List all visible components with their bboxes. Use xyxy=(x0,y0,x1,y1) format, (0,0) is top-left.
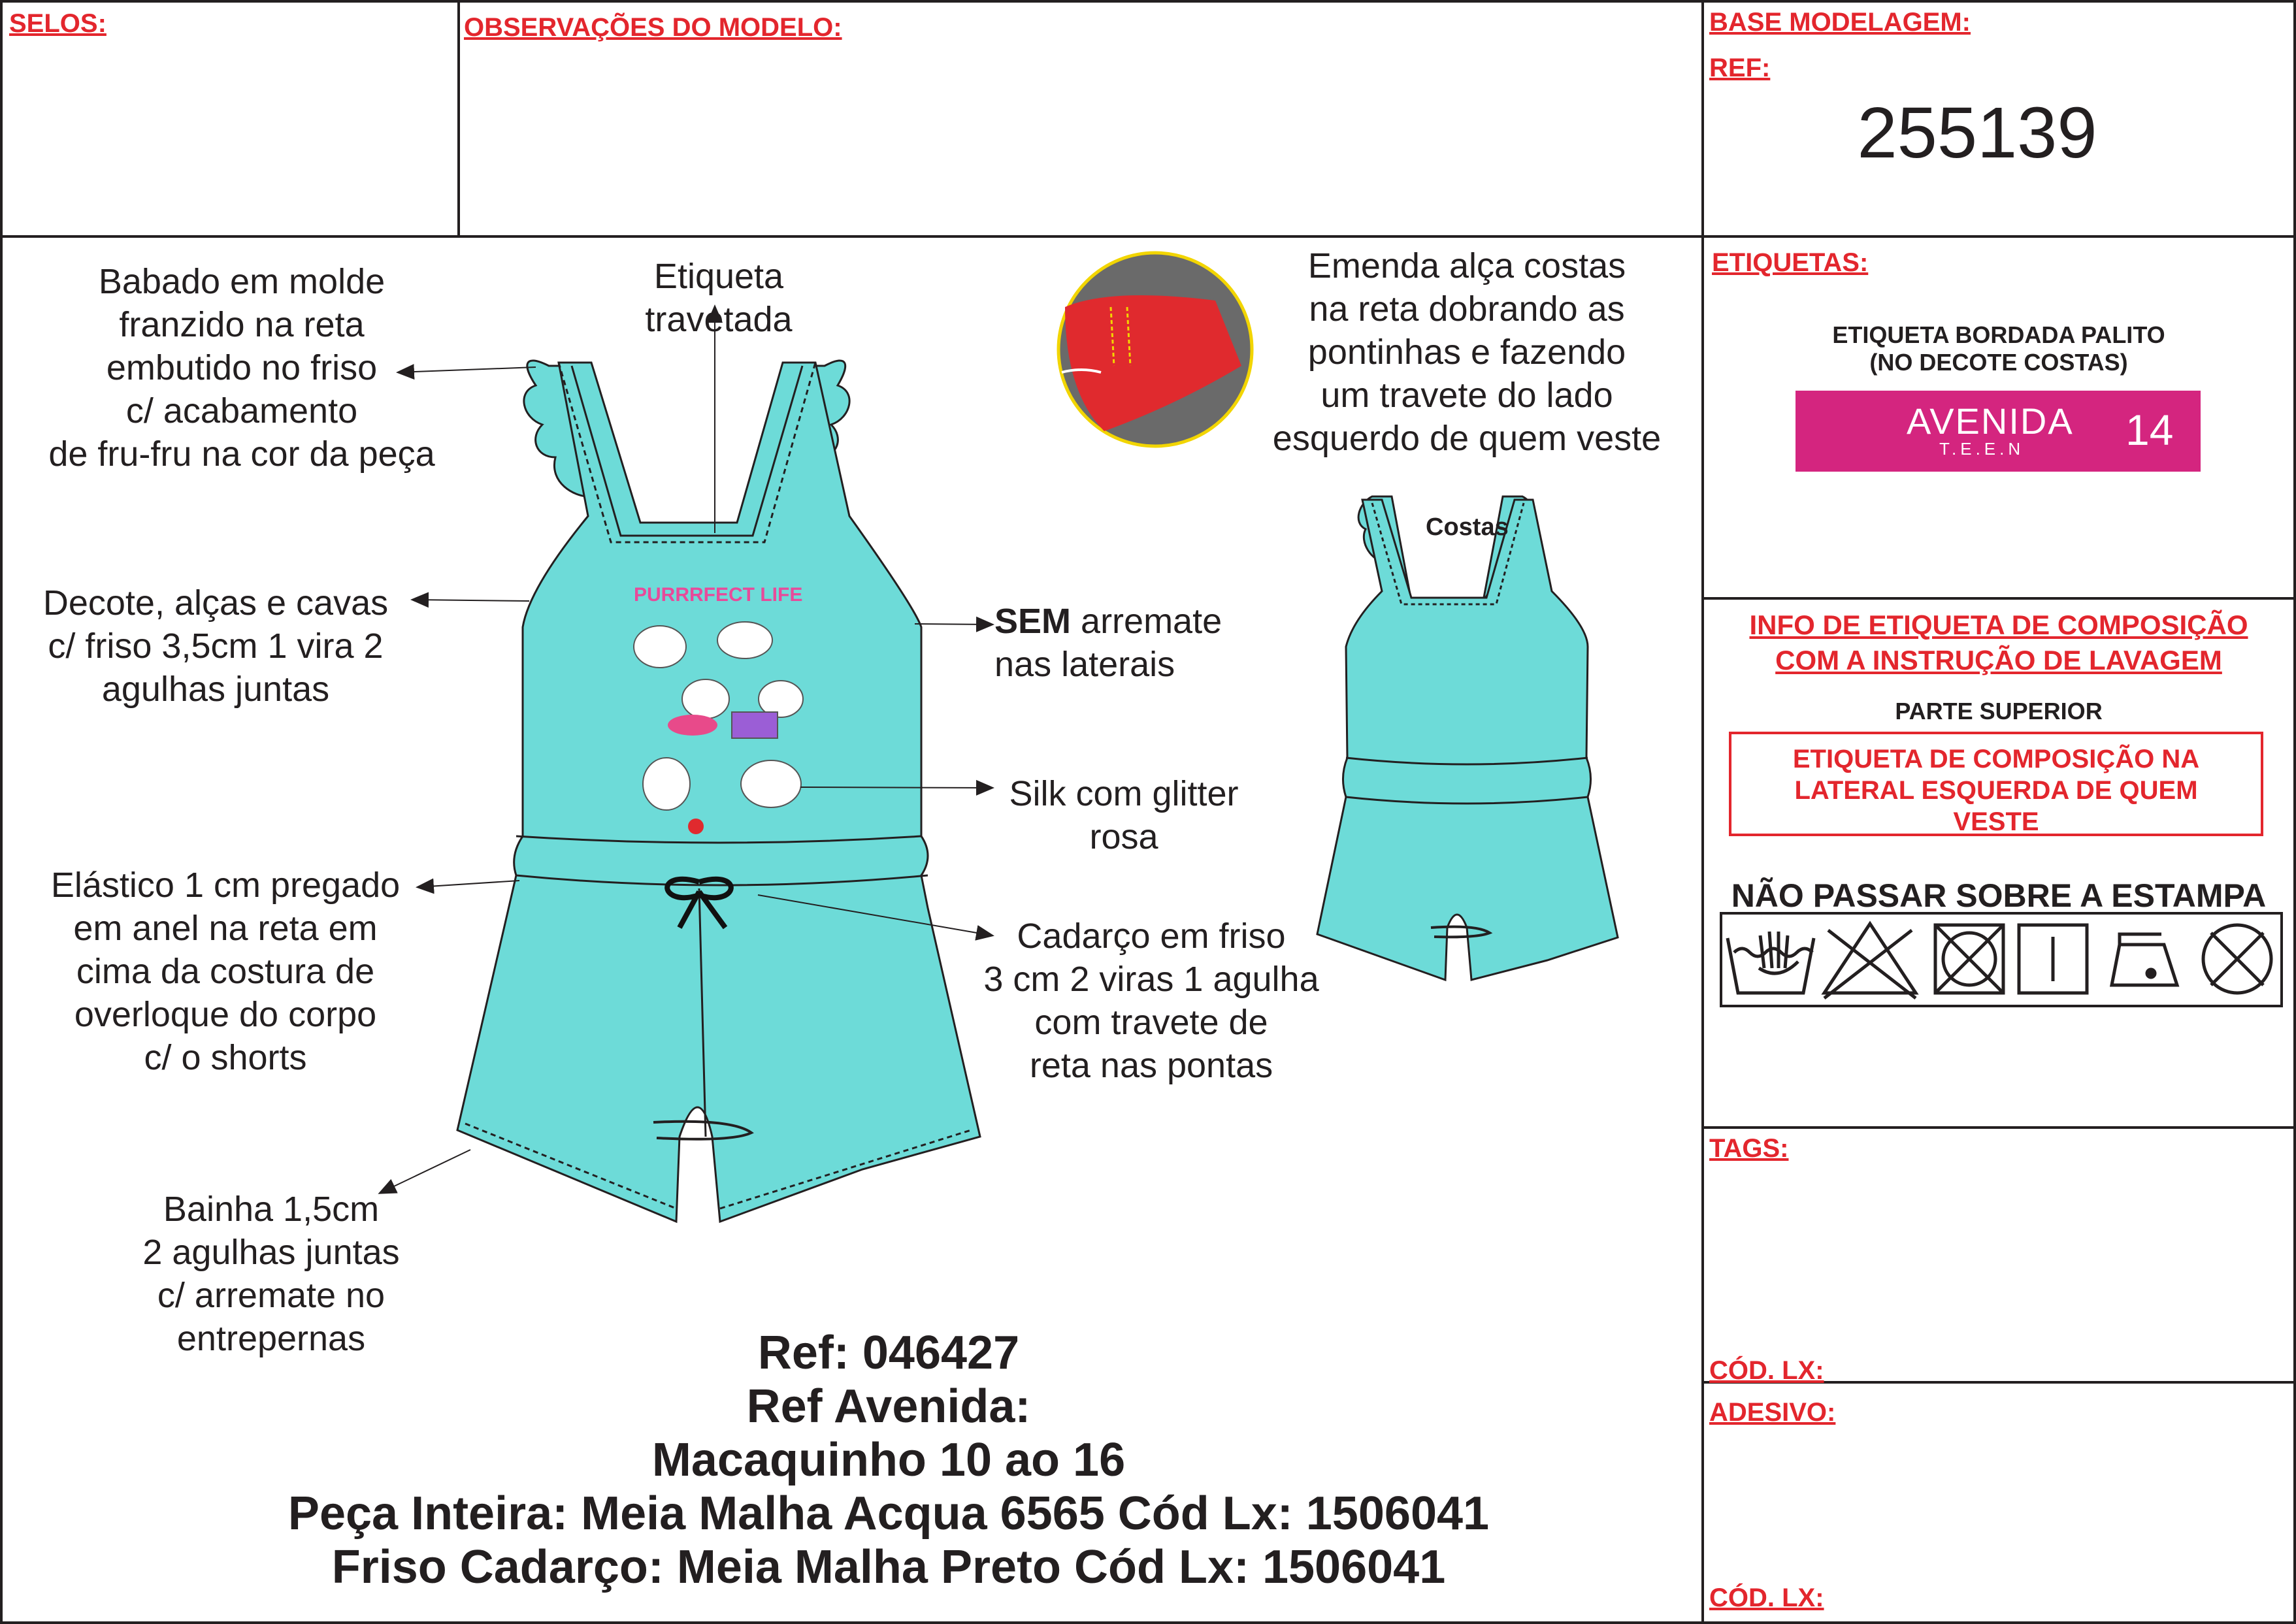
ref-value: 255139 xyxy=(1857,93,2097,173)
etiqueta-bordada-text xyxy=(1703,321,2295,376)
brand-sub: T.E.E.N xyxy=(1939,439,2025,459)
note-emenda-line: esquerdo de quem veste xyxy=(1272,419,1662,458)
note-emenda-line: pontinhas e fazendo xyxy=(1307,333,1626,372)
note-babado-line: c/ acabamento xyxy=(125,391,358,430)
parte-superior-label: PARTE SUPERIOR xyxy=(1895,698,2103,724)
note-emenda xyxy=(1255,244,1679,460)
info-line-2: COM A INSTRUÇÃO DE LAVAGEM xyxy=(1775,645,2222,675)
info-line-1: INFO DE ETIQUETA DE COMPOSIÇÃO xyxy=(1749,609,2248,640)
note-decote-line: Decote, alças e cavas xyxy=(42,583,389,623)
print-text: PURRRFECT LIFE xyxy=(634,584,803,606)
note-sem-bold: SEM xyxy=(994,602,1072,641)
note-elastico-line: em anel na reta em xyxy=(73,909,378,948)
composicao-line-2: LATERAL ESQUERDA DE QUEM xyxy=(1794,776,2198,805)
note-bainha-line: Bainha 1,5cm xyxy=(163,1190,380,1229)
info-etiqueta-heading xyxy=(1703,608,2295,678)
composicao-line-1: ETIQUETA DE COMPOSIÇÃO NA xyxy=(1792,745,2200,773)
note-silk-line: Silk com glitter xyxy=(1009,774,1239,813)
care-symbols xyxy=(1720,912,2283,1007)
detail-photo xyxy=(1058,253,1252,446)
iron-dot-icon xyxy=(2147,969,2155,977)
footer-ref-avenida: Ref Avenida: xyxy=(746,1380,1031,1433)
note-sem-rest: arremate xyxy=(1071,602,1222,641)
note-silk-line: rosa xyxy=(1089,817,1158,856)
note-cadarco-line: 3 cm 2 viras 1 agulha xyxy=(983,960,1319,999)
footer-friso: Friso Cadarço: Meia Malha Preto Cód Lx: 1506041 xyxy=(331,1541,1446,1593)
footer-modelo: Macaquinho 10 ao 16 xyxy=(651,1434,1126,1486)
observacoes-label: OBSERVAÇÕES DO MODELO: xyxy=(464,13,842,42)
cod-lx-1-label: CÓD. LX: xyxy=(1709,1356,1824,1385)
note-babado-line: de fru-fru na cor da peça xyxy=(48,434,435,474)
note-elastico-line: overloque do corpo xyxy=(74,995,377,1034)
nao-passar-label: NÃO PASSAR SOBRE A ESTAMPA xyxy=(1731,877,2267,914)
note-babado-line: franzido na reta xyxy=(119,305,365,344)
note-emenda-line: na reta dobrando as xyxy=(1309,289,1625,329)
etiqueta-line-2: (NO DECOTE COSTAS) xyxy=(1869,349,2128,376)
note-elastico-line: Elástico 1 cm pregado xyxy=(50,866,401,905)
note-cadarco-line: reta nas pontas xyxy=(1029,1046,1273,1085)
footer-info xyxy=(118,1326,1660,1594)
cod-lx-2-label: CÓD. LX: xyxy=(1709,1583,1824,1612)
base-modelagem-label: BASE MODELAGEM: xyxy=(1709,8,1971,37)
note-sem-line-2: nas laterais xyxy=(994,645,1175,684)
do-not-tumble-dry-icon xyxy=(1935,925,2003,993)
footer-ref: Ref: 046427 xyxy=(757,1327,1020,1379)
etiquetas-label: ETIQUETAS: xyxy=(1712,248,1869,277)
do-not-dry-clean-icon xyxy=(2203,925,2271,993)
brand-name: AVENIDA xyxy=(1907,400,2074,442)
note-bainha-line: c/ arremate no xyxy=(157,1276,385,1315)
line-dry-icon xyxy=(2019,925,2087,993)
costas-label: Costas xyxy=(1426,513,1509,541)
composicao-box xyxy=(1729,732,2263,836)
note-etiqueta-line: Etiqueta xyxy=(653,257,784,296)
back-romper xyxy=(1317,496,1618,980)
brand-label xyxy=(1796,391,2201,472)
back-body xyxy=(1317,500,1618,980)
note-elastico-line: c/ o shorts xyxy=(144,1038,307,1077)
note-decote-line: agulhas juntas xyxy=(101,670,330,709)
note-decote-line: c/ friso 3,5cm 1 vira 2 xyxy=(48,626,384,666)
note-decote xyxy=(20,581,412,711)
note-silk xyxy=(993,772,1255,858)
note-babado-line: Babado em molde xyxy=(98,262,385,301)
note-cadarco-line: Cadarço em friso xyxy=(1017,917,1286,956)
note-bainha-line: 2 agulhas juntas xyxy=(142,1233,400,1272)
composicao-line-3: VESTE xyxy=(1953,807,2039,836)
front-body xyxy=(457,363,980,1222)
note-emenda-line: um travete do lado xyxy=(1320,376,1613,415)
note-babado xyxy=(26,260,457,476)
note-cadarco xyxy=(968,915,1334,1087)
etiqueta-line-1: ETIQUETA BORDADA PALITO xyxy=(1832,321,2165,348)
note-etiqueta xyxy=(621,255,817,341)
selos-label: SELOS: xyxy=(9,9,107,38)
note-elastico-line: cima da costura de xyxy=(76,952,375,991)
brand-number: 14 xyxy=(2125,406,2174,454)
adesivo-label: ADESIVO: xyxy=(1709,1398,1836,1427)
note-emenda-line: Emenda alça costas xyxy=(1307,246,1626,285)
note-cadarco-line: com travete de xyxy=(1034,1003,1268,1042)
tags-label: TAGS: xyxy=(1709,1134,1789,1163)
note-bainha-line: entrepernas xyxy=(176,1319,366,1358)
note-sem-arremate xyxy=(994,600,1222,686)
note-babado-line: embutido no friso xyxy=(106,348,378,387)
hand-wash-icon xyxy=(1728,932,1814,993)
iron-low-icon xyxy=(2112,934,2177,985)
note-etiqueta-line: travetada xyxy=(645,300,793,339)
do-not-bleach-icon xyxy=(1824,924,1916,998)
ref-label: REF: xyxy=(1709,54,1771,82)
front-romper xyxy=(457,361,980,1222)
note-elastico xyxy=(20,864,431,1079)
footer-peca: Peça Inteira: Meia Malha Acqua 6565 Cód Lx: 1506041 xyxy=(287,1487,1490,1540)
